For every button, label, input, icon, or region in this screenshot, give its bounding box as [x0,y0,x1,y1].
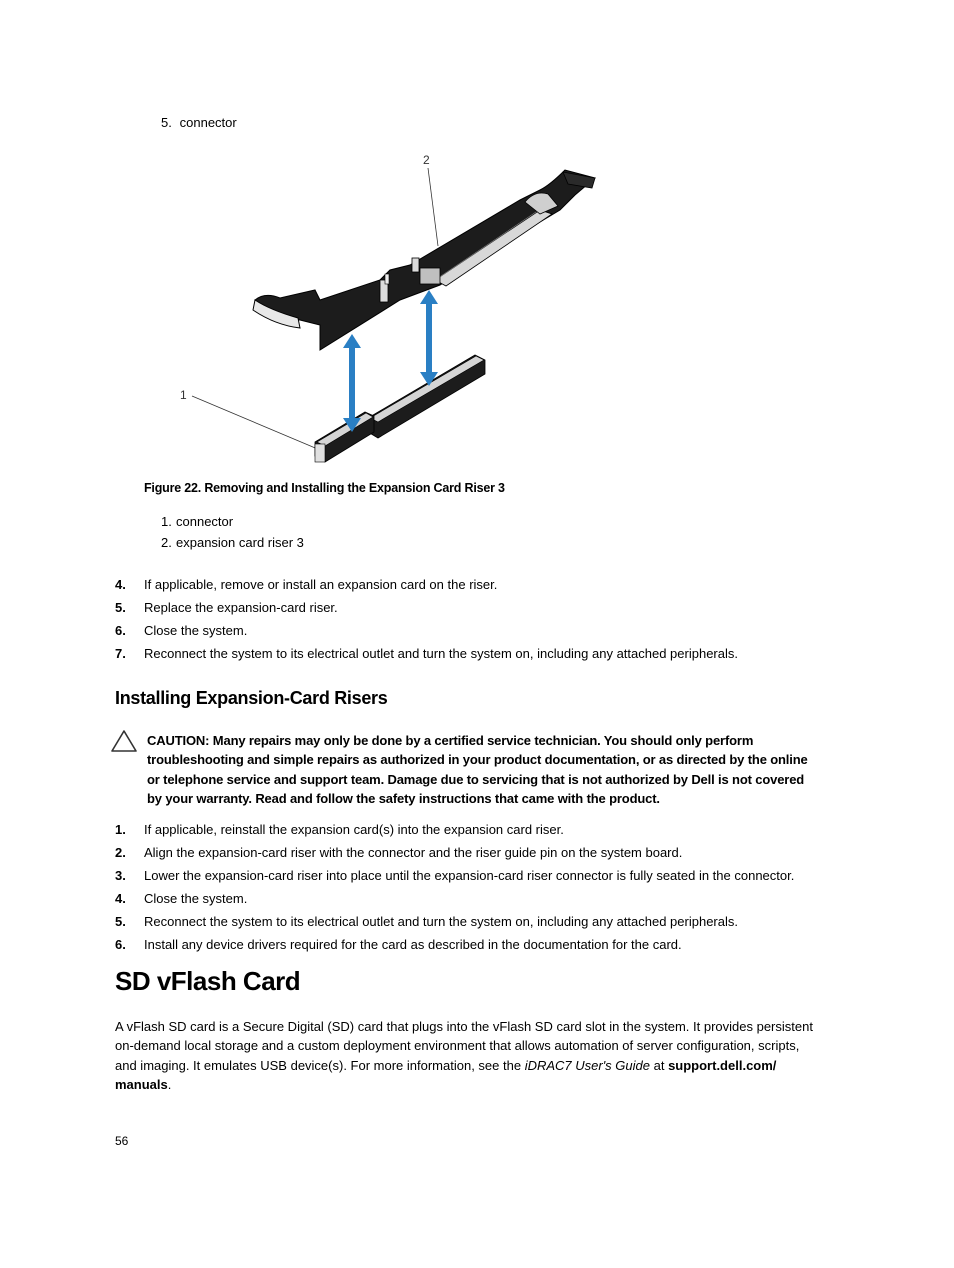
step-number: 6. [115,937,126,952]
step-text: If applicable, reinstall the expansion card(s) into the expansion card riser. [144,822,564,837]
step-number: 1. [115,822,126,837]
riser-illustration [180,150,610,470]
removal-steps [115,576,835,668]
caution-notice: CAUTION: Many repairs may only be done by a certified service technician. You should only perform troubleshooting and simple repairs as authorized in your product documentation, or as directed by the online or telephone service and support team. Damage due to servicing that is not authorized by Dell is not covered by your warranty. Read and follow the safety instructions that came with the product. [147,733,808,806]
step-text: Reconnect the system to its electrical outlet and turn the system on, including any attached peripherals. [144,646,738,661]
step-item [115,913,835,936]
legend-number: 2. [161,535,172,550]
step-number: 6. [115,623,126,638]
step-text: Install any device drivers required for the card as described in the documentation for the card. [144,937,682,952]
section-heading-sd-vflash: SD vFlash Card [115,966,301,996]
step-item [115,936,835,959]
step-text: Close the system. [144,623,248,638]
step-item [115,890,835,913]
warning-triangle-icon [110,729,138,753]
callout-1: 1 [180,388,187,402]
page-number: 56 [115,1134,129,1148]
arrow-right [420,290,438,386]
step-text: Close the system. [144,891,248,906]
step-text: Align the expansion-card riser with the connector and the riser guide pin on the system board. [144,845,683,860]
step-item [115,645,835,668]
step-number: 4. [115,891,126,906]
para-text-end: . [167,1076,172,1092]
top-list-item [161,114,237,132]
step-text: Reconnect the system to its electrical outlet and turn the system on, including any attached peripherals. [144,914,738,929]
legend-item [161,513,304,534]
legend-label: connector [176,514,234,529]
list-label: connector [179,115,237,130]
step-text: Replace the expansion-card riser. [144,600,338,615]
step-item [115,576,835,599]
figure-legend [161,513,304,555]
callout-2: 2 [423,153,430,167]
guide-title: iDRAC7 User's Guide [524,1057,650,1073]
step-item [115,599,835,622]
figure-caption: Figure 22. Removing and Installing the Expansion Card Riser 3 [144,481,505,495]
support-link[interactable]: support.dell.com/ manuals [115,1057,777,1092]
sd-vflash-paragraph [115,1017,815,1094]
legend-number: 1. [161,514,172,529]
list-number: 5. [161,115,172,130]
step-number: 5. [115,600,126,615]
step-text: If applicable, remove or install an expansion card on the riser. [144,577,498,592]
step-item [115,867,835,890]
step-number: 4. [115,577,126,592]
step-text: Lower the expansion-card riser into place until the expansion-card riser connector is fully seated in the connector. [144,868,795,883]
para-text-mid: at [649,1057,669,1073]
step-item [115,844,835,867]
step-number: 5. [115,914,126,929]
step-number: 3. [115,868,126,883]
step-item [115,821,835,844]
step-item [115,622,835,645]
legend-item [161,534,304,555]
para-text-start: A vFlash SD card is a Secure Digital (SD) card that plugs into the vFlash SD card slot in the system. It provides persistent on-demand local storage and a custom deployment environment that allows automation of server configuration, scripts, and imaging. It emulates USB device(s). For more information, see the [115,1019,813,1073]
section-heading-install: Installing Expansion-Card Risers [115,688,388,708]
step-number: 7. [115,646,126,661]
install-steps [115,821,835,959]
step-number: 2. [115,845,126,860]
legend-label: expansion card riser 3 [176,535,304,550]
